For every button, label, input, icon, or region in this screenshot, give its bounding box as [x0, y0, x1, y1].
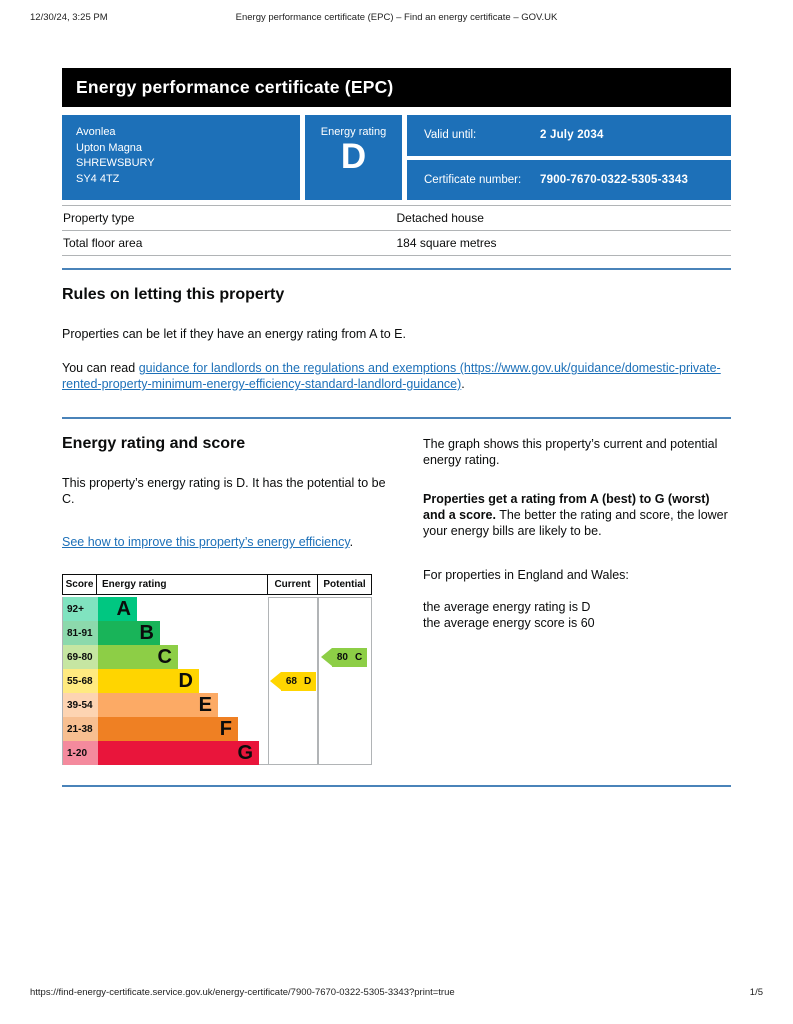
current-column-header: Current [267, 574, 318, 595]
epc-band-row-f [63, 717, 268, 741]
epc-rating-chart [62, 574, 372, 766]
rating-section [62, 419, 731, 766]
property-details-table [62, 205, 731, 256]
letting-rules-link-paragraph [62, 360, 731, 392]
epc-band-row-e [63, 693, 268, 717]
improve-link-suffix: . [349, 535, 354, 549]
band-score-range: 55-68 [63, 669, 98, 693]
address-line-2: Upton Magna [76, 141, 143, 154]
band-bar-d: D [98, 669, 199, 693]
rating-summary-text: This property’s energy rating is D. It has the potential to be C. [62, 476, 386, 506]
average-score-line: the average energy score is 60 [423, 616, 595, 630]
current-rating-arrow [270, 672, 316, 691]
energy-rating-column-header: Energy rating [96, 574, 268, 595]
address-line-3: SHREWSBURY [76, 157, 155, 169]
certificate-banner-title: Energy performance certificate (EPC) [76, 77, 394, 97]
landlord-guidance-link-prefix: You can read [62, 361, 139, 375]
epc-chart-header-row [62, 574, 372, 595]
potential-rating-arrow-tip [321, 648, 332, 666]
current-rating-arrow-label: 68 D [281, 672, 316, 691]
table-row [62, 205, 731, 230]
energy-rating-box [305, 115, 402, 200]
print-datetime: 12/30/24, 3:25 PM [30, 12, 108, 23]
energy-rating-label: Energy rating [320, 126, 387, 138]
epc-band-rows [62, 597, 268, 765]
band-score-range: 39-54 [63, 693, 98, 717]
epc-band-row-c [63, 645, 268, 669]
england-wales-text: For properties in England and Wales: [423, 568, 629, 582]
band-bar-a: A [98, 597, 137, 621]
rating-section-right-column [423, 419, 731, 766]
landlord-guidance-link-suffix: . [461, 377, 465, 391]
band-score-range: 21-38 [63, 717, 98, 741]
letting-rules-heading: Rules on letting this property [62, 286, 285, 303]
browser-print-footer [0, 987, 793, 998]
band-score-range: 69-80 [63, 645, 98, 669]
rating-section-left-column [62, 419, 390, 766]
band-score-range: 92+ [63, 597, 98, 621]
energy-rating-value: D [340, 137, 367, 176]
band-bar-f: F [98, 717, 238, 741]
table-row [62, 230, 731, 255]
epc-band-row-d [63, 669, 268, 693]
band-bar-g: G [98, 741, 259, 765]
letting-rules-paragraph: Properties can be let if they have an energy rating from A to E. [62, 327, 406, 341]
potential-column-header: Potential [317, 574, 372, 595]
improve-efficiency-link[interactable]: See how to improve this property’s energy efficiency [62, 535, 350, 549]
current-rating-arrow-tip [270, 672, 281, 690]
browser-print-header [0, 0, 793, 23]
certificate-summary [62, 115, 731, 200]
landlord-guidance-link[interactable]: guidance for landlords on the regulations and exemptions (https://www.gov.uk/guidance/domestic-private-rented-property-minimum-energy-efficiency-standard-landlord-guidance) [62, 361, 721, 391]
average-rating-line: the average energy rating is D [423, 600, 591, 614]
print-footer-page-number: 1/5 [749, 987, 763, 998]
property-type-label: Property type [63, 211, 135, 225]
property-type-value: Detached house [396, 211, 484, 225]
graph-intro-text: The graph shows this property’s current and potential energy rating. [423, 437, 718, 467]
epc-chart-body [62, 597, 372, 766]
score-column-header: Score [62, 574, 97, 595]
certificate-number-box [407, 160, 731, 201]
rating-explanation-text [423, 491, 731, 539]
valid-until-box [407, 115, 731, 156]
address-line-1: Avonlea [76, 126, 116, 138]
property-address-box [62, 115, 300, 200]
band-bar-b: B [98, 621, 160, 645]
floor-area-label: Total floor area [63, 236, 143, 250]
certificate-number-value: 7900-7670-0322-5305-3343 [540, 173, 689, 186]
band-bar-c: C [98, 645, 178, 669]
potential-rating-arrow-label: 80 C [332, 648, 367, 667]
valid-until-value: 2 July 2034 [540, 129, 604, 142]
epc-band-row-a [63, 597, 268, 621]
print-page-title: Energy performance certificate (EPC) – Find an energy certificate – GOV.UK [235, 12, 558, 23]
section-divider [62, 268, 731, 270]
rating-section-heading: Energy rating and score [62, 435, 246, 452]
certificate-meta-stack [407, 115, 731, 200]
address-line-4: SY4 4TZ [76, 172, 120, 185]
potential-rating-column [318, 597, 372, 765]
epc-band-row-b [63, 621, 268, 645]
epc-band-row-g [63, 741, 268, 765]
rating-explanation-rest: The better the rating and score, the lower your energy bills are likely to be. [423, 508, 728, 538]
improve-link-paragraph [62, 534, 390, 550]
print-header-spacer [596, 12, 763, 23]
certificate-number-label: Certificate number: [424, 173, 522, 186]
potential-rating-arrow [321, 648, 367, 667]
valid-until-label: Valid until: [424, 129, 477, 142]
floor-area-value: 184 square metres [396, 236, 497, 250]
print-footer-url: https://find-energy-certificate.service.gov.uk/energy-certificate/7900-7670-0322-5305-3343?print=true [30, 987, 455, 998]
band-bar-e: E [98, 693, 218, 717]
band-score-range: 81-91 [63, 621, 98, 645]
rating-explanation-bold: Properties get a rating from A (best) to G (worst) and a score. [423, 492, 710, 522]
average-rating-lines [423, 599, 731, 631]
band-score-range: 1-20 [63, 741, 98, 765]
section-divider [62, 785, 731, 787]
certificate-banner [62, 68, 731, 107]
